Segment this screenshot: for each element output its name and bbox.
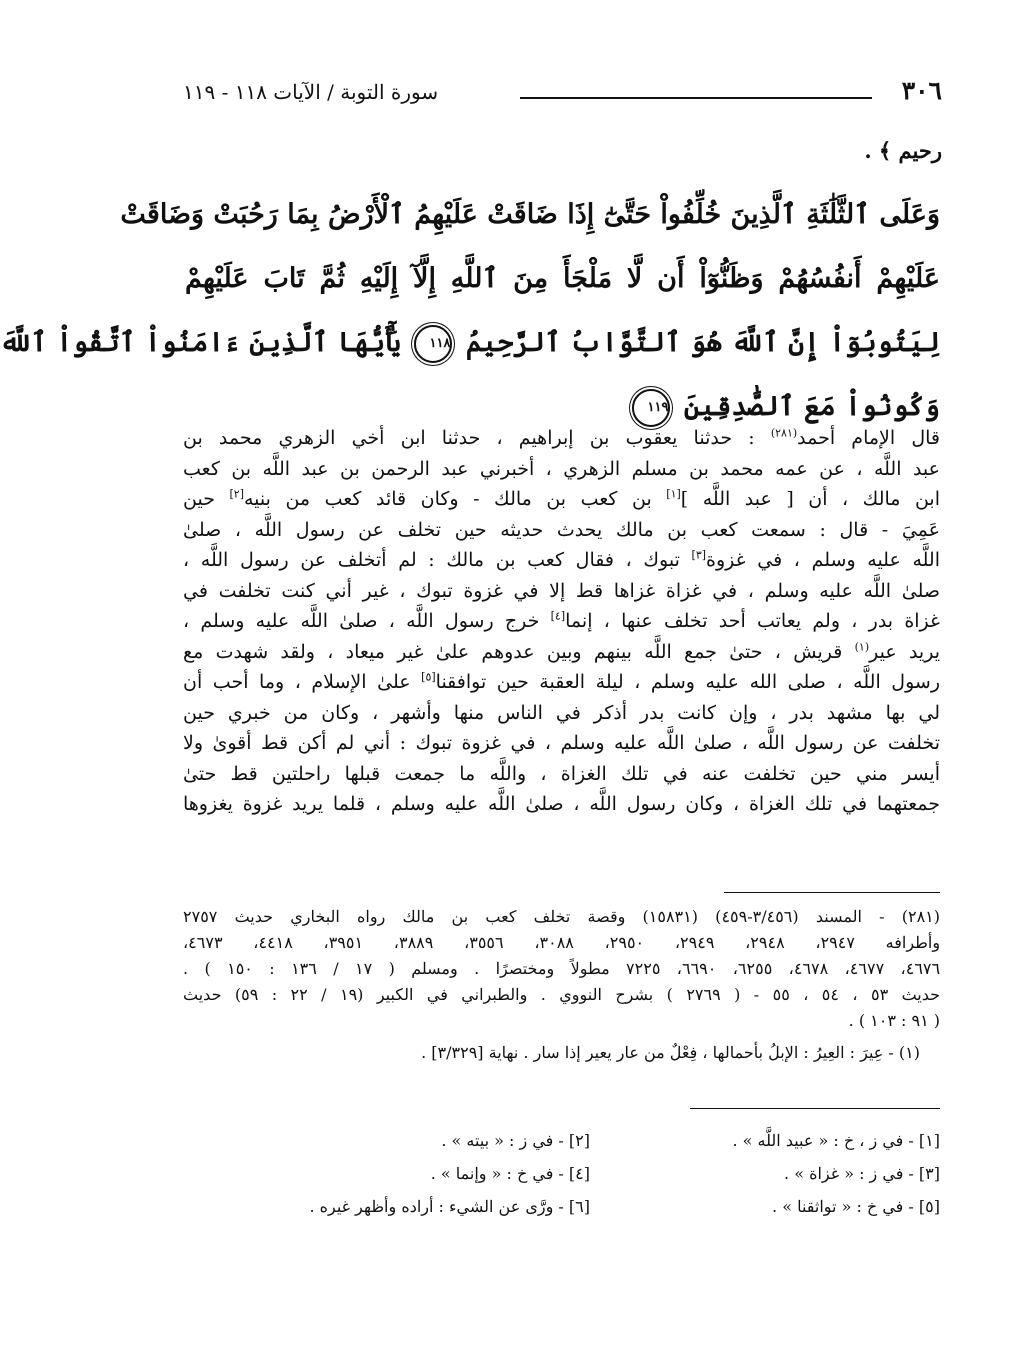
text-line: عبد اللَّه ، عن عمه محمد بن مسلم الزهري ، أخبرني عبد الرحمن بن عبد اللَّه بن كعب [183, 457, 940, 480]
text-span: رسول اللَّه ، صلى الله عليه وسلم ، ليلة العقبة حين توافقنا [435, 671, 940, 693]
variant-note: [٣] - في ز : « غزاة » . [784, 1164, 940, 1183]
verse-line [0, 311, 940, 375]
text-span: خرج رسول اللَّه ، صلىٰ اللَّه عليه وسلم ، [183, 610, 551, 632]
header-rule [520, 97, 872, 99]
variant-row [183, 1157, 940, 1190]
text-line [183, 545, 940, 576]
verse-line: عَلَيْهِمْ أَنفُسُهُمْ وَظَنُّوٓاْ أَن لَّا مَلْجَأَ مِنَ ٱللَّهِ إِلَّآ إِلَيْهِ ثُمَّ تَابَ عَلَيْهِمْ [185, 263, 940, 294]
page-number: ٣٠٦ [901, 76, 942, 105]
text-span: اللَّه عليه وسلم ، في غزوة [706, 549, 941, 571]
variant-note: [٤] - في خ : « وإنما » . [430, 1164, 590, 1183]
variants-rule [690, 1108, 940, 1109]
footnote-line: وأطرافه ٢٩٤٧، ٢٩٤٨، ٢٩٤٩، ٢٩٥٠، ٣٠٨٨، ٣٥٥٦، ٣٨٨٩، ٣٩٥١، ٤٤١٨، ٤٦٧٣، [183, 933, 941, 952]
variant-ref: [١] [666, 487, 681, 501]
text-span: يريد عير [869, 640, 940, 663]
text-line: عَمِيَ - قال : سمعت كعب بن مالك يحدث حديثه حين تخلف عن رسول اللَّه ، صلىٰ [183, 518, 940, 541]
text-span: حين [183, 488, 230, 510]
variant-note: [٥] - في خ : « تواثقنا » . [772, 1197, 940, 1216]
text-line: جمعتهما في تلك الغزاة ، وكان رسول اللَّه ، صلىٰ اللَّه عليه وسلم ، قلما يريد غزوة يغزوها [183, 793, 940, 815]
text-span: غزاة بدر ، ولم يعاتب أحد تخلف عنها ، إنما [565, 610, 940, 632]
text-line: تخلفت عن رسول اللَّه ، صلىٰ اللَّه عليه وسلم ، في غزوة تبوك : أني لم أكن قط أقوىٰ ولا [183, 732, 940, 754]
variant-row [183, 1190, 940, 1223]
text-line: أيسر مني حين تخلفت عنه في تلك الغزاة ، واللَّه ما جمعت قبلها راحلتين قط حتىٰ [183, 762, 940, 785]
footnote-ref: (١) [854, 640, 870, 654]
footnotes [183, 904, 940, 1066]
text-span: ابن مالك ، أن [ عبد اللَّه ] [680, 488, 940, 510]
variant-row [183, 1124, 940, 1157]
footnote-line: (١) - عِيرَ : العِيرُ : الإبلُ بأحمالها ، فِعْلٌ من عار يعير إذا سار . نهاية [٣/٣٢٩] . [421, 1043, 920, 1062]
text-line [183, 606, 940, 637]
main-text [183, 423, 940, 820]
text-line: صلىٰ اللَّه عليه وسلم ، في غزاة غزاها قط إلا في غزوة تبوك ، غير أني كنت تخلفت في [183, 579, 940, 602]
ayah-marker-118: ١١٨ [414, 325, 452, 363]
text-span: تبوك ، فقال كعب بن مالك : لم أتخلف عن رسول اللَّه ، [183, 549, 692, 571]
text-line: لي بها مشهد بدر ، وإن كانت بدر أذكر في الناس منها وأشهر ، وكان من خبري حين [183, 701, 940, 724]
verse-text: لِيَتُوبُوٓاْ إِنَّ ٱللَّهَ هُوَ ٱلتَّوَّابُ ٱلرَّحِيمُ [465, 327, 940, 358]
variant-ref: [٢] [229, 487, 244, 501]
quran-verses [0, 183, 940, 439]
text-line [183, 637, 940, 668]
footnote-line: ( ٩١ : ١٠٣ ) . [848, 1011, 940, 1030]
variant-note: [٦] - ورَّى عن الشيء : أراده وأظهر غيره . [309, 1197, 590, 1216]
text-line [183, 484, 940, 515]
variant-ref: [٤] [550, 609, 566, 623]
text-span: قال الإمام أحمد [797, 427, 940, 449]
verse-line: وَعَلَى ٱلثَّلَٰثَةِ ٱلَّذِينَ خُلِّفُواْ حَتَّىٰٓ إِذَا ضَاقَتْ عَلَيْهِمُ ٱلْأَرْضُ بِمَا رَحُبَتْ وَضَاقَتْ [120, 199, 940, 230]
footnote-rule [724, 892, 940, 893]
variant-ref: [٣] [691, 548, 707, 562]
text-span: قريش ، حتىٰ جمع اللَّه بينهم وبين عدوهم علىٰ غير ميعاد ، ولقد شهدت مع [183, 640, 855, 663]
text-span: بن كعب بن مالك - وكان قائد كعب من بنيه [243, 488, 667, 510]
text-line [183, 423, 940, 454]
text-span: علىٰ الإسلام ، وما أحب أن [183, 671, 422, 693]
variant-ref: [٥] [421, 670, 436, 684]
footnote-line: حديث ٥٣ ، ٥٤ ، ٥٥ - ( ٢٧٦٩ ) بشرح النووي . والطبراني في الكبير (١٩ / ٢٢ : ٥٩) حديث [183, 985, 941, 1004]
running-title: سورة التوبة / الآيات ١١٨ - ١١٩ [183, 80, 439, 104]
verse-text: يَٰٓأَيُّهَا ٱلَّذِينَ ءَامَنُواْ ٱتَّقُواْ ٱللَّهَ [0, 327, 402, 358]
manuscript-variants [183, 1124, 940, 1223]
lead-text: رحيم ﴾ . [864, 138, 942, 163]
footnote-ref: (٢٨١) [770, 426, 798, 440]
text-span: : حدثنا يعقوب بن إبراهيم ، حدثنا ابن أخي الزهري محمد بن [183, 427, 771, 449]
text-line [183, 667, 940, 698]
footnote-line: (٢٨١) - المسند (٣/٤٥٦-٤٥٩) (١٥٨٣١) وقصة تخلف كعب بن مالك رواه البخاري حديث ٢٧٥٧ [183, 907, 941, 926]
ayah-marker-119: ١١٩ [632, 389, 670, 427]
footnote-line: ٤٦٧٦، ٤٦٧٧، ٤٦٧٨، ٦٢٥٥، ٦٦٩٠، ٧٢٢٥ مطولاً ومختصرًا . ومسلم ( ١٧ / ١٣٦ : ١٥٠ ) . [183, 959, 941, 978]
variant-note: [١] - في ز ، خ : « عبيد اللَّه » . [732, 1131, 940, 1150]
variant-note: [٢] - في ز : « بيته » . [441, 1131, 590, 1150]
verse-text: وَكُونُواْ مَعَ ٱلصَّٰدِقِينَ [683, 391, 940, 422]
